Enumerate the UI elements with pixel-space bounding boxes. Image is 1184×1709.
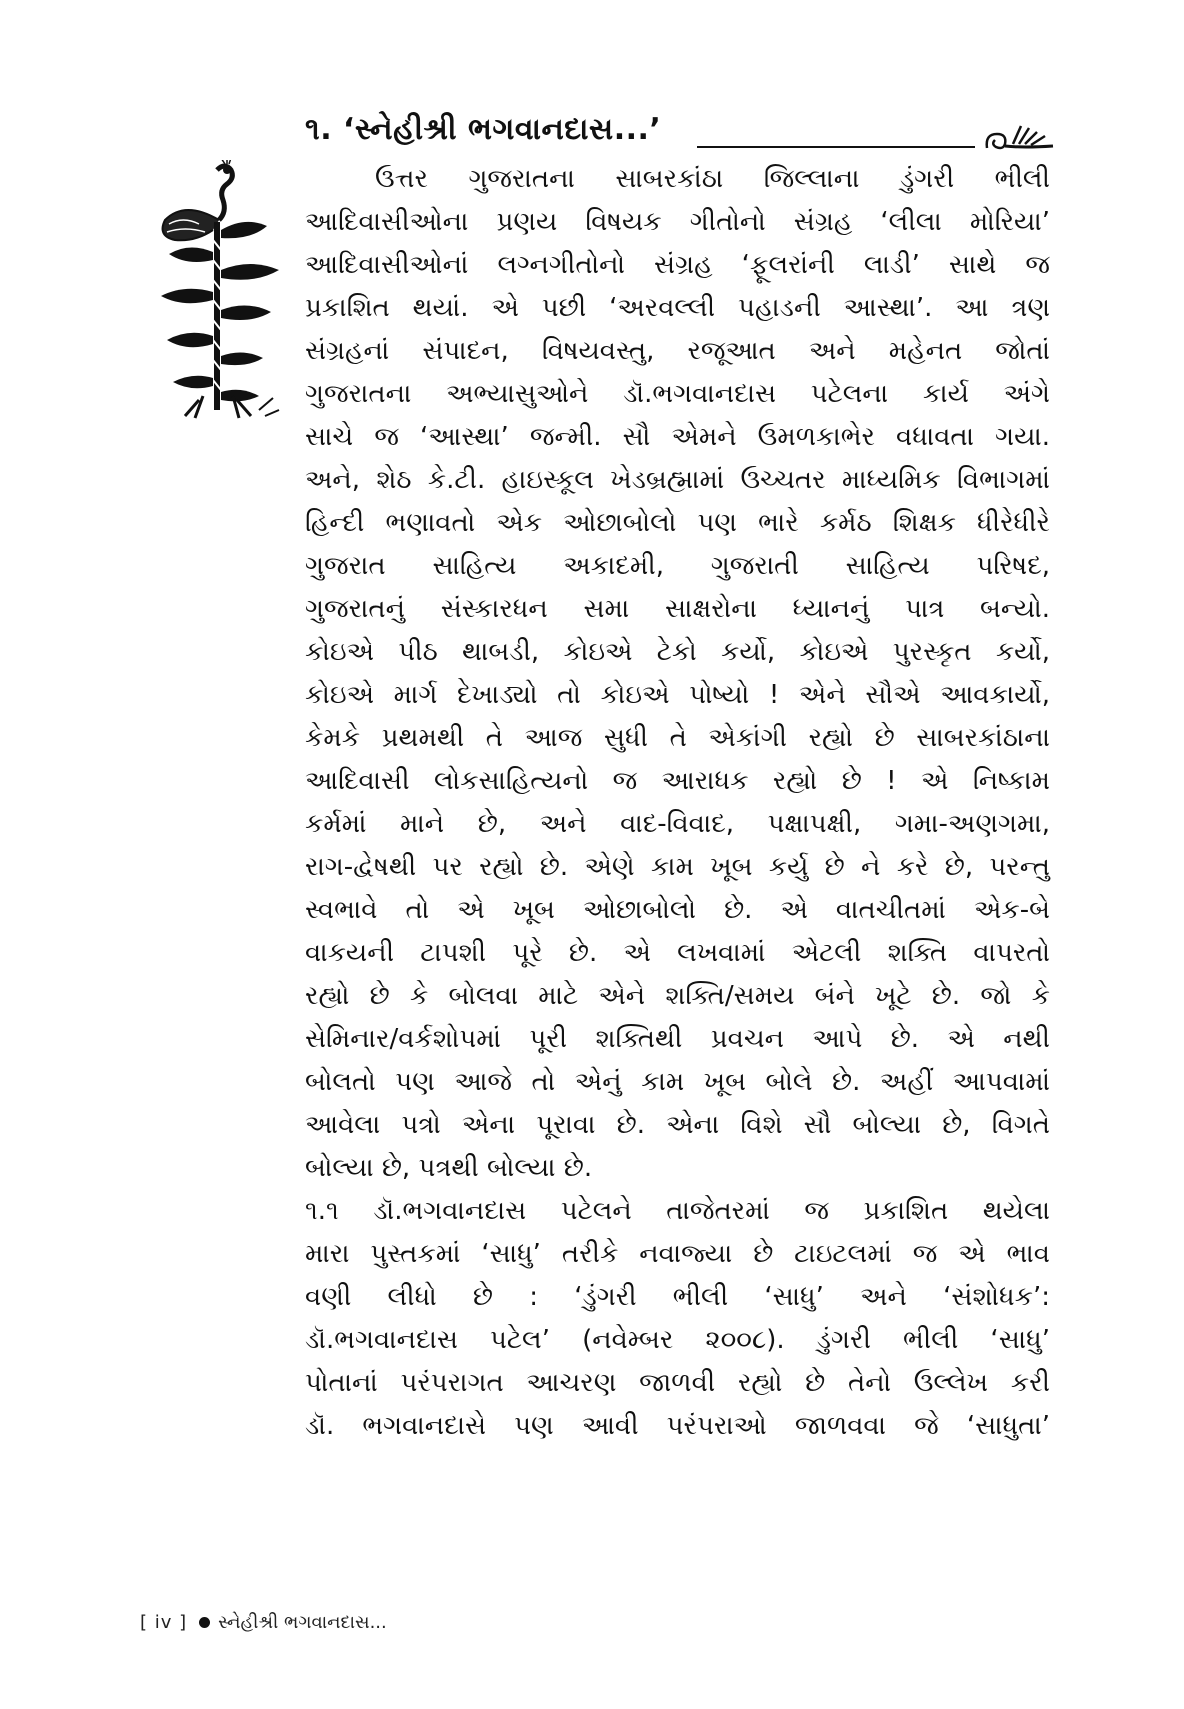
swirl-ornament-icon	[983, 118, 1055, 154]
text-line-6: ગુજરાતના અભ્યાસુઓને ડૉ.ભગવાનદાસ પટેલના કાર્ય અંગે	[305, 379, 1050, 409]
chapter-heading	[305, 108, 1050, 158]
text-line-9: હિન્દી ભણાવતો એક ઓછાબોલો પણ ભારે કર્મઠ શિક્ષક ધીરેધીરે	[305, 508, 1050, 538]
text-line-13: કોઇએ માર્ગ દેખાડ્યો તો કોઇએ પોષ્યો ! એને સૌએ આવકાર્યો,	[305, 680, 1050, 710]
page-number: [ iv ]	[140, 1612, 188, 1633]
text-line-19: વાકયની ટાપશી પૂરે છે. એ લખવામાં એટલી શક્તિ વાપરતો	[305, 938, 1050, 968]
heading-underline	[697, 146, 975, 148]
text-line-28: ડૉ.ભગવાનદાસ પટેલ’ (નવેમ્બર ૨૦૦૮). ડુંગરી ભીલી ‘સાધુ’	[305, 1325, 1050, 1355]
text-line-22: બોલતો પણ આજે તો એનું કામ ખૂબ બોલે છે. અહીં આપવામાં	[305, 1067, 1050, 1097]
body-paragraphs	[305, 158, 1050, 1448]
text-line-16: કર્મમાં માને છે, અને વાદ-વિવાદ, પક્ષાપક્ષી, ગમા-અણગમા,	[305, 809, 1050, 839]
text-line-12: કોઇએ પીઠ થાબડી, કોઇએ ટેકો કર્યો, કોઇએ પુરસ્કૃત કર્યો,	[305, 637, 1050, 667]
text-line-18: સ્વભાવે તો એ ખૂબ ઓછાબોલો છે. એ વાતચીતમાં એક-બે	[305, 895, 1050, 925]
text-line-26: મારા પુસ્તકમાં ‘સાધુ’ તરીકે નવાજ્યા છે ટાઇટલમાં જ એ ભાવ	[305, 1239, 1050, 1269]
page-footer	[140, 1612, 387, 1633]
text-line-1: ઉત્તર ગુજરાતના સાબરકાંઠા જિલ્લાના ડુંગરી ભીલી	[375, 164, 1050, 194]
text-line-30: ડૉ. ભગવાનદાસે પણ આવી પરંપરાઓ જાળવવા જે ‘સાધુતા’	[305, 1411, 1050, 1441]
text-line-8: અને, શેઠ કે.ટી. હાઇસ્કૂલ ખેડબ્રહ્મામાં ઉચ્ચતર માધ્યમિક વિભાગમાં	[305, 465, 1050, 495]
text-line-17: રાગ-દ્વેષથી પર રહ્યો છે. એણે કામ ખૂબ કર્યુ છે ને કરે છે, પરન્તુ	[305, 852, 1050, 882]
text-line-5: સંગ્રહનાં સંપાદન, વિષયવસ્તુ, રજૂઆત અને મહેનત જોતાં	[305, 336, 1050, 366]
text-line-24: બોલ્યા છે, પત્રથી બોલ્યા છે.	[305, 1153, 593, 1183]
text-line-4: પ્રકાશિત થયાં. એ પછી ‘અરવલ્લી પહાડની આસ્થા’. આ ત્રણ	[305, 293, 1050, 323]
text-line-27: વણી લીધો છે : ‘ડુંગરી ભીલી ‘સાધુ’ અને ‘સંશોધક’:	[305, 1282, 1050, 1312]
text-line-21: સેમિનાર/વર્કશોપમાં પૂરી શક્તિથી પ્રવચન આપે છે. એ નથી	[305, 1024, 1050, 1054]
text-line-14: કેમકે પ્રથમથી તે આજ સુધી તે એકાંગી રહ્યો છે સાબરકાંઠાના	[305, 723, 1050, 753]
text-line-11: ગુજરાતનું સંસ્કારધન સમા સાક્ષરોના ધ્યાનનું પાત્ર બન્યો.	[305, 594, 1050, 624]
text-line-25: ૧.૧ ડૉ.ભગવાનદાસ પટેલને તાજેતરમાં જ પ્રકાશિત થયેલા	[305, 1196, 1050, 1226]
text-line-7: સાચે જ ‘આસ્થા’ જન્મી. સૌ એમને ઉમળકાભેર વધાવતા ગયા.	[305, 422, 1050, 452]
bullet-icon	[199, 1617, 210, 1628]
text-line-10: ગુજરાત સાહિત્ય અકાદમી, ગુજરાતી સાહિત્ય પરિષદ,	[305, 551, 1050, 581]
text-line-15: આદિવાસી લોકસાહિત્યનો જ આરાધક રહ્યો છે ! એ નિષ્કામ	[305, 766, 1050, 796]
text-line-20: રહ્યો છે કે બોલવા માટે એને શક્તિ/સમય બંને ખૂટે છે. જો કે	[305, 981, 1050, 1011]
running-title: સ્નેહીશ્રી ભગવાનદાસ...	[218, 1612, 387, 1633]
text-line-29: પોતાનાં પરંપરાગત આચરણ જાળવી રહ્યો છે તેનો ઉલ્લેખ કરી	[305, 1368, 1050, 1398]
text-line-23: આવેલા પત્રો એના પૂરાવા છે. એના વિશે સૌ બોલ્યા છે, વિગતે	[305, 1110, 1050, 1140]
text-line-2: આદિવાસીઓના પ્રણય વિષયક ગીતોનો સંગ્રહ ‘લીલા મોરિયા’	[305, 207, 1050, 237]
chapter-title: ૧. ‘સ્નેહીશ્રી ભગવાનદાસ...’	[305, 112, 662, 147]
peacock-vine-illustration	[155, 160, 285, 425]
text-line-3: આદિવાસીઓનાં લગ્નગીતોનો સંગ્રહ ‘ફૂલરાંની લાડી’ સાથે જ	[305, 250, 1050, 280]
